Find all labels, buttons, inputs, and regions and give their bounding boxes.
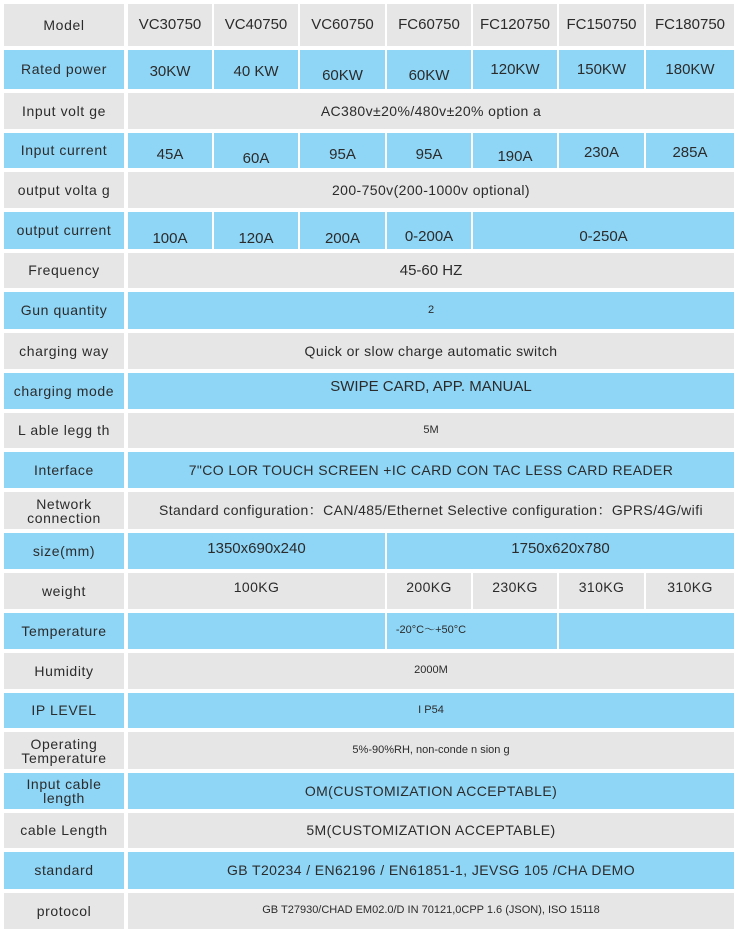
spec-cell: 95A xyxy=(387,133,471,168)
spec-cell: 200-750v(200-1000v optional) xyxy=(128,172,734,208)
spec-cell: 2 xyxy=(128,292,734,329)
spec-cell: 310KG xyxy=(646,573,734,609)
spec-cell: 200KG xyxy=(387,573,471,609)
divider xyxy=(557,612,559,649)
row-label: output current xyxy=(4,212,124,249)
spec-cell: 150KW xyxy=(559,50,644,89)
spec-cell: 1350x690x240 xyxy=(128,533,385,569)
spec-cell: 7"CO LOR TOUCH SCREEN +IC CARD CON TAC LESS CARD READER xyxy=(128,452,734,488)
spec-cell: 40 KW xyxy=(214,50,298,89)
spec-cell: I P54 xyxy=(128,693,734,728)
spec-cell: GB T20234 / EN62196 / EN61851-1, JEVSG 105 /CHA DEMO xyxy=(128,852,734,889)
spec-cell: 30KW xyxy=(128,50,212,89)
spec-cell: Standard configuration：CAN/485/Ethernet Selective configuration：GPRS/4G/wifi xyxy=(128,492,734,529)
spec-cell: 120KW xyxy=(473,50,557,89)
spec-cell: GB T27930/CHAD EM02.0/D IN 70121,0CPP 1.6 (JSON), ISO 15118 xyxy=(128,893,734,929)
spec-cell: 190A xyxy=(473,133,557,168)
row-label: weight xyxy=(4,573,124,609)
row-label: charging mode xyxy=(4,373,124,409)
spec-cell: VC30750 xyxy=(128,4,212,46)
spec-cell: 120A xyxy=(214,212,298,249)
spec-cell: 200A xyxy=(300,212,385,249)
spec-cell: 230KG xyxy=(473,573,557,609)
spec-cell: 0-200A xyxy=(387,212,471,249)
row-label: output volta g xyxy=(4,172,124,208)
spec-cell: FC180750 xyxy=(646,4,734,46)
row-label: L able legg th xyxy=(4,413,124,448)
spec-cell: 2000M xyxy=(128,653,734,689)
spec-cell: FC60750 xyxy=(387,4,471,46)
spec-cell: VC40750 xyxy=(214,4,298,46)
spec-cell: FC150750 xyxy=(559,4,644,46)
row-label: standard xyxy=(4,852,124,889)
row-label: Input volt ge xyxy=(4,93,124,129)
row-label: Temperature xyxy=(4,613,124,649)
divider xyxy=(385,572,387,649)
spec-cell: -20°C～+50°C xyxy=(128,613,734,649)
spec-cell: 100KG xyxy=(128,573,385,609)
spec-cell: 1750x620x780 xyxy=(387,533,734,569)
row-label: Network connection xyxy=(4,492,124,529)
row-label: Gun quantity xyxy=(4,292,124,329)
row-label: Humidity xyxy=(4,653,124,689)
row-label: cable Length xyxy=(4,813,124,848)
spec-cell: FC120750 xyxy=(473,4,557,46)
spec-cell: OM(CUSTOMIZATION ACCEPTABLE) xyxy=(128,773,734,809)
spec-cell: SWIPE CARD, APP. MANUAL xyxy=(128,373,734,409)
spec-cell: 230A xyxy=(559,133,644,168)
row-label: protocol xyxy=(4,893,124,929)
spec-cell: 285A xyxy=(646,133,734,168)
row-label: size(mm) xyxy=(4,533,124,569)
row-label: IP LEVEL xyxy=(4,693,124,728)
spec-cell: 45A xyxy=(128,133,212,168)
spec-cell: 5M(CUSTOMIZATION ACCEPTABLE) xyxy=(128,813,734,848)
spec-cell: 60KW xyxy=(387,50,471,89)
spec-cell: 100A xyxy=(128,212,212,249)
row-label: Model xyxy=(4,4,124,46)
spec-cell: 5M xyxy=(128,413,734,448)
row-label: Rated power xyxy=(4,50,124,89)
row-label: Frequency xyxy=(4,253,124,288)
row-label: Operating Temperature xyxy=(4,732,124,769)
spec-cell: 45-60 HZ xyxy=(128,253,734,288)
spec-cell: 0-250A xyxy=(473,212,734,249)
row-label: Interface xyxy=(4,452,124,488)
row-label: Input cable length xyxy=(4,773,124,809)
spec-cell: 95A xyxy=(300,133,385,168)
spec-cell: VC60750 xyxy=(300,4,385,46)
row-label: charging way xyxy=(4,333,124,369)
spec-cell: 310KG xyxy=(559,573,644,609)
spec-cell: AC380v±20%/480v±20% option a xyxy=(128,93,734,129)
spec-cell: 180KW xyxy=(646,50,734,89)
spec-cell: 60A xyxy=(214,133,298,168)
spec-cell: Quick or slow charge automatic switch xyxy=(128,333,734,369)
spec-cell: 5%-90%RH, non-conde n sion g xyxy=(128,732,734,769)
spec-cell: 60KW xyxy=(300,50,385,89)
row-label: Input current xyxy=(4,133,124,168)
